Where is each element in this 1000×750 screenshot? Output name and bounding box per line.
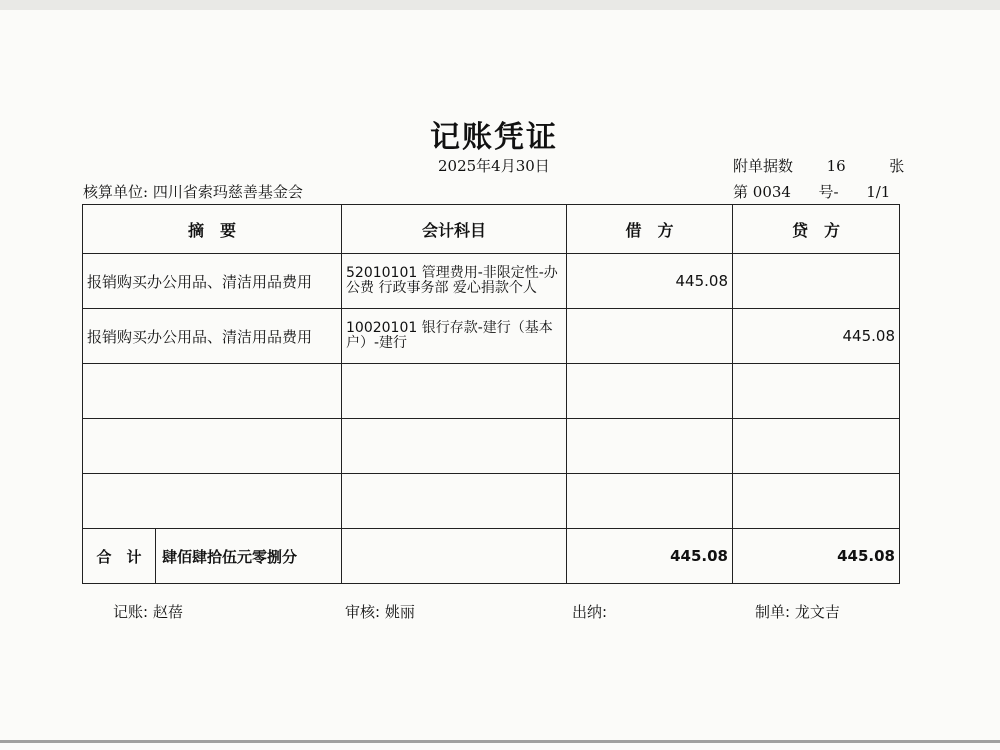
summary-cell: 报销购买办公用品、清洁用品费用 [83,254,342,309]
bookkeeper: 记账: 赵蓓 [113,603,183,621]
amount-in-words: 肆佰肆拾伍元零捌分 [162,547,298,566]
credit-cell [733,364,900,419]
header-credit: 贷 方 [733,205,900,254]
header-summary: 摘 要 [83,205,342,254]
table-row [83,474,900,529]
account-cell: 52010101 管理费用-非限定性-办公费 行政事务部 爱心捐款个人 [342,254,567,309]
unit-name: 四川省索玛慈善基金会 [152,183,303,201]
total-row [83,529,900,584]
total-credit: 445.08 [733,529,900,584]
total-cell [83,529,342,584]
voucher-title: 记账凭证 [430,120,558,155]
unit-label: 核算单位: [83,183,149,201]
voucher-suffix: 号- [818,183,839,201]
table-row [83,309,900,364]
attachments-info [733,155,904,176]
voucher-no: 0034 [752,183,791,201]
total-account-cell [342,529,567,584]
preparer: 制单: 龙文吉 [755,603,840,621]
account-cell [342,474,567,529]
summary-cell: 报销购买办公用品、清洁用品费用 [83,309,342,364]
credit-cell: 445.08 [733,309,900,364]
table-header-row [83,205,900,254]
header-account: 会计科目 [342,205,567,254]
debit-cell [567,474,733,529]
voucher-date: 2025年4月30日 [438,157,550,175]
attachments-unit: 张 [889,157,905,175]
voucher-number [733,181,890,202]
table-row [83,419,900,474]
voucher-page: 1/1 [866,183,891,201]
debit-cell: 445.08 [567,254,733,309]
account-cell [342,364,567,419]
credit-cell [733,254,900,309]
cashier: 出纳: [572,603,608,621]
accounting-unit [83,181,303,202]
summary-cell [83,364,342,419]
scan-edge-bottom [0,740,1000,743]
total-label: 合 计 [83,529,156,583]
account-cell [342,419,567,474]
voucher-table [82,204,900,584]
credit-cell [733,474,900,529]
table-row [83,254,900,309]
account-cell: 10020101 银行存款-建行（基本户）-建行 [342,309,567,364]
header-debit: 借 方 [567,205,733,254]
reviewer: 审核: 姚丽 [345,603,415,621]
summary-cell [83,474,342,529]
summary-cell [83,419,342,474]
credit-cell [733,419,900,474]
scan-edge-top [0,0,1000,10]
table-row [83,364,900,419]
total-debit: 445.08 [567,529,733,584]
attachments-count: 16 [826,157,846,175]
debit-cell [567,419,733,474]
debit-cell [567,364,733,419]
voucher-prefix: 第 [733,183,749,201]
debit-cell [567,309,733,364]
attachments-label: 附单据数 [733,157,794,175]
